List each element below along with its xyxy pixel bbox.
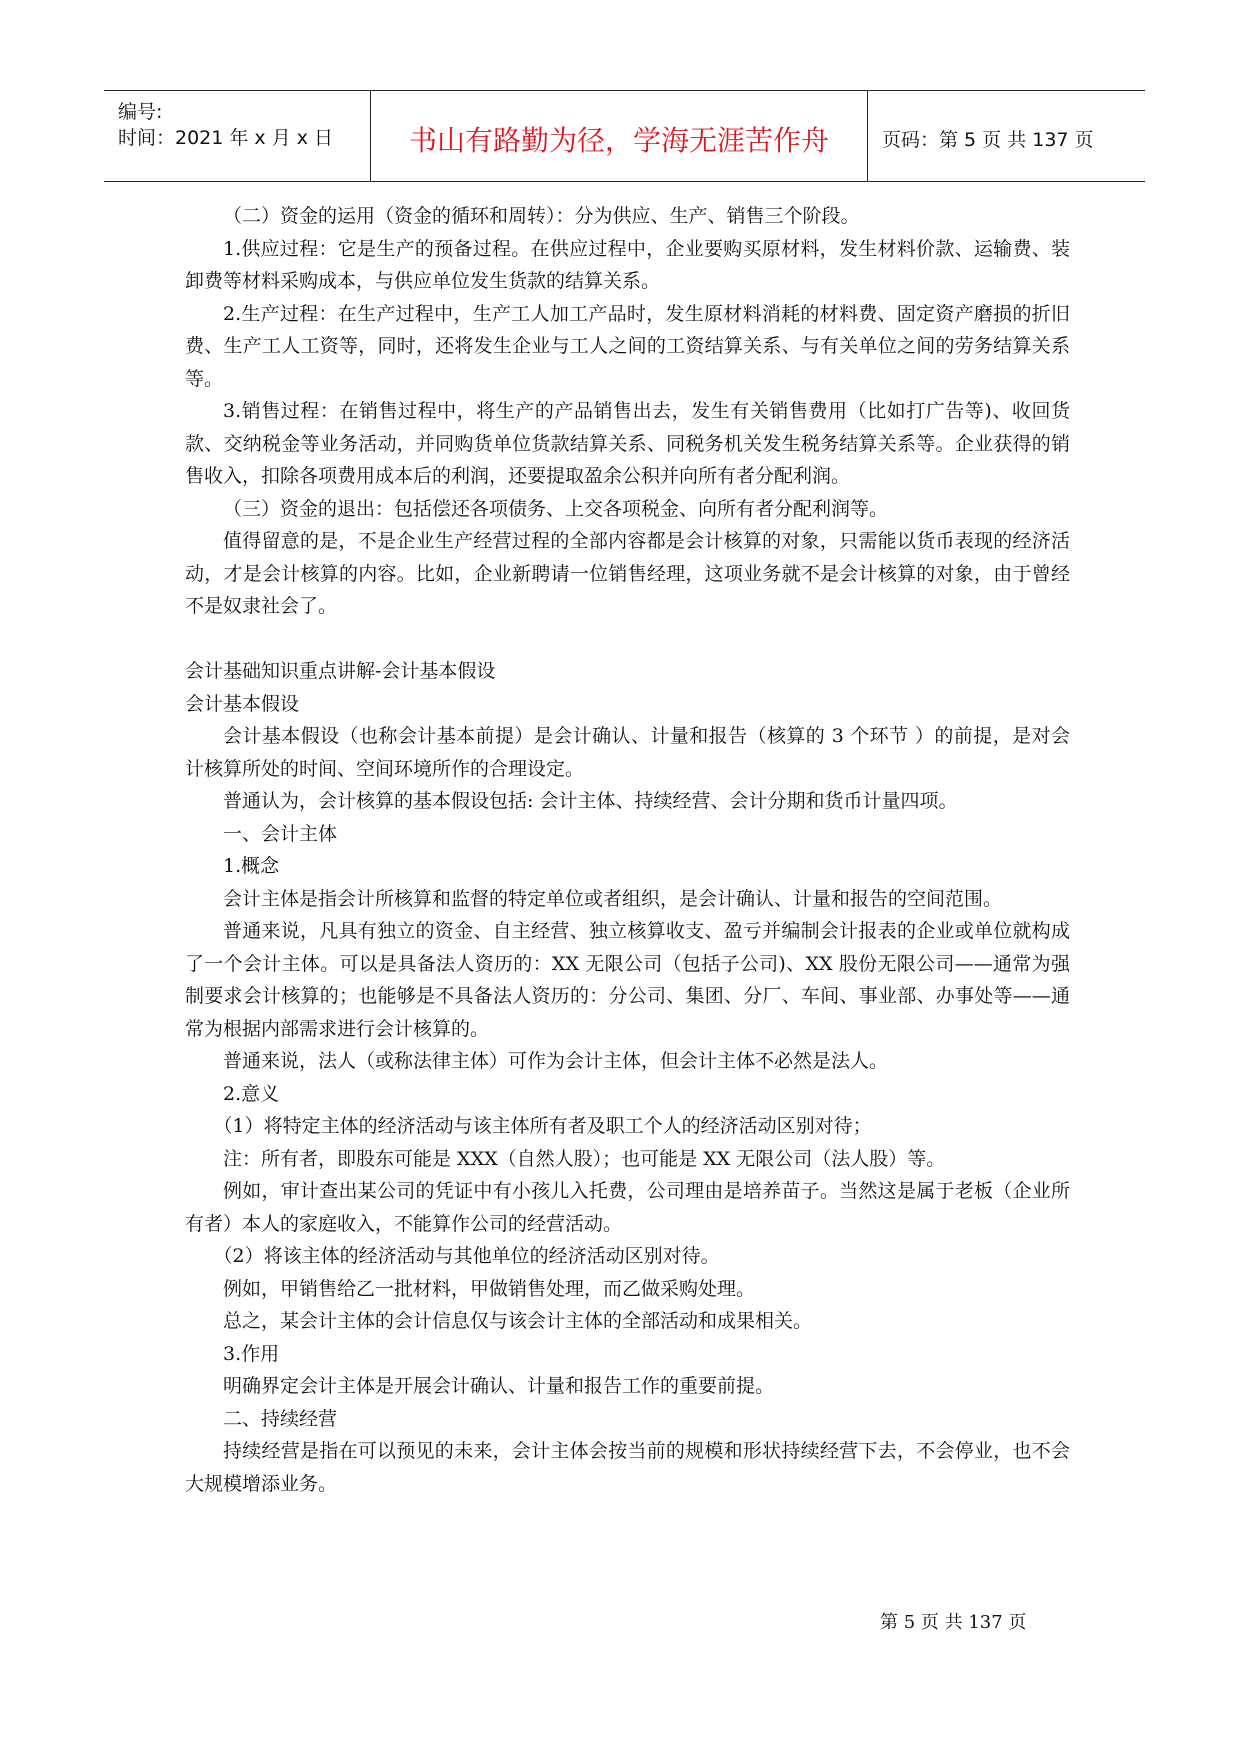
body-paragraph: 1.概念 — [223, 855, 280, 877]
body-paragraph: 普通来说，凡具有独立的资金、自主经营、独立核算收支、盈亏并编制会计报表的企业或单位就构成了一个会计主体。可以是具备法人资历的：XX 无限公司（包括子公司)、XX 股份无限公司——通常为强制要求会计核算的；也能够是不具备法人资历的：分公司、集团、分厂、车间、事业部、办事处等——通常为根据内部需求进行会计核算的。 — [185, 920, 1070, 1040]
body-paragraph: （2）将该主体的经济活动与其他单位的经济活动区别对待。 — [213, 1245, 720, 1267]
body-paragraph: 例如，审计查出某公司的凭证中有小孩儿入托费，公司理由是培养苗子。当然这是属于老板（企业所有者）本人的家庭收入，不能算作公司的经营活动。 — [185, 1180, 1070, 1235]
document-body — [185, 200, 1070, 1500]
body-paragraph: 会计基本假设 — [185, 692, 300, 715]
body-paragraph: 一、会计主体 — [223, 822, 338, 845]
body-paragraph: 普通来说，法人（或称法律主体）可作为会计主体，但会计主体不必然是法人。 — [223, 1050, 889, 1072]
header-left-cell — [104, 91, 370, 181]
header-motto: 书山有路勤为径，学海无涯苦作舟 — [408, 124, 829, 157]
body-paragraph: 明确界定会计主体是开展会计确认、计量和报告工作的重要前提。 — [223, 1375, 775, 1397]
body-paragraph: 2.生产过程：在生产过程中，生产工人加工产品时，发生原材料消耗的材料费、固定资产磨损的折旧费、生产工人工资等，同时，还将发生企业与工人之间的工资结算关系、与有关单位之间的劳务结算关系等。 — [185, 302, 1070, 390]
body-paragraph: 1.供应过程：它是生产的预备过程。在供应过程中，企业要购买原材料，发生材料价款、运输费、装卸费等材料采购成本，与供应单位发生货款的结算关系。 — [185, 237, 1070, 292]
body-paragraph: （二）资金的运用（资金的循环和周转）：分为供应、生产、销售三个阶段。 — [223, 205, 860, 227]
header-middle-cell — [370, 91, 868, 181]
body-paragraph: 二、持续经营 — [223, 1407, 338, 1430]
header-right-cell — [868, 91, 1145, 181]
body-paragraph: 普通认为，会计核算的基本假设包括: 会计主体、持续经营、会计分期和货币计量四项。 — [223, 790, 958, 812]
blank-line — [185, 623, 1070, 656]
body-paragraph: （1）将特定主体的经济活动与该主体所有者及职工个人的经济活动区别对待； — [213, 1115, 872, 1137]
body-paragraph: 会计基本假设（也称会计基本前提）是会计确认、计量和报告（核算的 3 个环节 ）的前提，是对会计核算所处的时间、空间环境所作的合理设定。 — [185, 725, 1070, 780]
body-paragraph: 总之，某会计主体的会计信息仅与该会计主体的全部活动和成果相关。 — [223, 1310, 813, 1332]
page-footer: 第 5 页 共 137 页 — [880, 1612, 1027, 1633]
page-header — [104, 90, 1145, 182]
body-paragraph: （三）资金的退出：包括偿还各项债务、上交各项税金、向所有者分配利润等。 — [223, 497, 889, 520]
serial-label: 编号: — [118, 101, 163, 123]
body-paragraph: 3.销售过程：在销售过程中，将生产的产品销售出去，发生有关销售费用（比如打广告等)、收回货款、交纳税金等业务活动，并同购货单位货款结算关系、同税务机关发生税务结算关系等。企业获得的销售收入，扣除各项费用成本后的利润，还要提取盈余公积并向所有者分配利润。 — [185, 400, 1070, 487]
time-label: 时间：2021 年 x 月 x 日 — [118, 127, 334, 149]
header-page-label: 页码：第 5 页 共 137 页 — [882, 129, 1094, 151]
body-paragraph: 值得留意的是，不是企业生产经营过程的全部内容都是会计核算的对象，只需能以货币表现的经济活动，才是会计核算的内容。比如，企业新聘请一位销售经理，这项业务就不是会计核算的对象，由于曾经不是奴隶社会了。 — [185, 530, 1070, 617]
body-paragraph: 注：所有者，即股东可能是 XXX（自然人股）；也可能是 XX 无限公司（法人股）等。 — [223, 1147, 946, 1170]
body-paragraph: 2.意义 — [223, 1082, 280, 1105]
body-paragraph: 3.作用 — [223, 1342, 280, 1365]
body-paragraph: 会计基础知识重点讲解-会计基本假设 — [185, 660, 496, 682]
body-paragraph: 持续经营是指在可以预见的未来，会计主体会按当前的规模和形状持续经营下去，不会停业，也不会大规模增添业务。 — [185, 1440, 1070, 1495]
body-paragraph: 例如，甲销售给乙一批材料，甲做销售处理，而乙做采购处理。 — [223, 1277, 756, 1300]
body-paragraph: 会计主体是指会计所核算和监督的特定单位或者组织，是会计确认、计量和报告的空间范围。 — [223, 887, 1003, 910]
